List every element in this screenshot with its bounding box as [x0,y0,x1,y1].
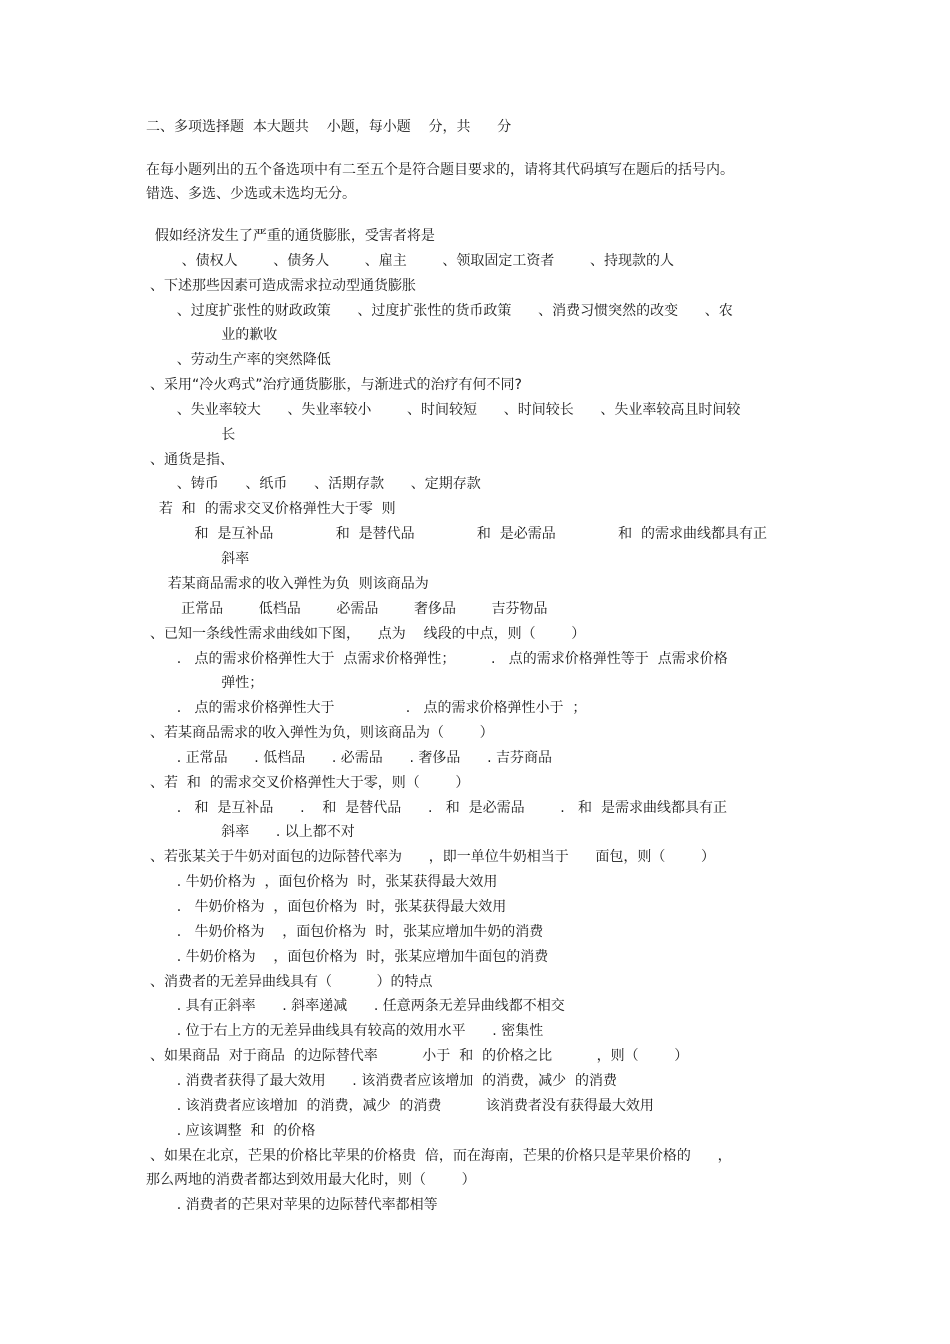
instruction-line: 在每小题列出的五个备选项中有二至五个是符合题目要求的，请将其代码填写在题后的括号内。 [146,162,734,178]
text-line: . 具有正斜率 . 斜率递减 . 任意两条无差异曲线都不相交 [150,998,565,1014]
text-line: 、通货是指、 [150,452,234,468]
text-line: 、过度扩张性的财政政策 、过度扩张性的货币政策 、消费习惯突然的改变 、农 [150,303,733,319]
text-line: . 牛奶价格为 ，面包价格为 时，张某应增加牛奶的消费 [150,924,544,940]
text-line: 假如经济发生了严重的通货膨胀，受害者将是 [146,228,435,244]
text-line: . 应该调整 和 的价格 [150,1123,316,1139]
text-line: 、若张某关于牛奶对面包的边际替代率为 ，即一单位牛奶相当于 面包，则（ ） [150,849,716,865]
text-line: 长 [150,427,236,443]
text-line: . 点的需求价格弹性大于 点需求价格弹性； . 点的需求价格弹性等于 点需求价格 [150,651,728,667]
text-line: . 位于右上方的无差异曲线具有较高的效用水平 . 密集性 [150,1023,544,1039]
text-line: 、债权人 、债务人 、雇主 、领取固定工资者 、持现款的人 [146,253,675,269]
text-line: 斜率 . 以上都不对 [150,824,355,840]
text-line: 和 是互补品 和 是替代品 和 是必需品 和 的需求曲线都具有正 [150,526,768,542]
text-line: 业的歉收 [150,327,278,343]
text-line: . 该消费者应该增加 的消费，减少 的消费 该消费者没有获得最大效用 [150,1098,654,1114]
instruction-line: 错选、多选、少选或未选均无分。 [146,186,356,202]
text-line: 、消费者的无差异曲线具有（ ）的特点 [150,974,433,990]
text-line: 、若 和 的需求交叉价格弹性大于零，则（ ） [150,775,470,791]
text-line: 正常品 低档品 必需品 奢侈品 吉芬物品 [150,601,548,617]
text-line: . 正常品 . 低档品 . 必需品 . 奢侈品 . 吉芬商品 [150,750,553,766]
text-line: . 点的需求价格弹性大于 . 点的需求价格弹性小于 ； [150,700,587,716]
text-line: 若某商品需求的收入弹性为负 则该商品为 [150,576,429,592]
text-line: 、失业率较大 、失业率较小 、时间较短 、时间较长 、失业率较高且时间较 [150,402,741,418]
text-line: . 和 是互补品 . 和 是替代品 . 和 是必需品 . 和 是需求曲线都具有正 [150,800,727,816]
text-line: 那么两地的消费者都达到效用最大化时，则（ ） [146,1172,476,1188]
text-line: 、劳动生产率的突然降低 [150,352,331,368]
text-line: 、铸币 、纸币 、活期存款 、定期存款 [150,476,481,492]
section-heading: 二、多项选择题 本大题共 小题，每小题 分，共 分 [146,119,512,135]
text-line: . 牛奶价格为 ，面包价格为 时，张某应增加牛面包的消费 [150,949,549,965]
text-line: . 消费者的芒果对苹果的边际替代率都相等 [150,1197,438,1213]
text-line: 、已知一条线性需求曲线如下图， 点为 线段的中点，则（ ） [150,626,586,642]
text-line: 斜率 [150,551,250,567]
text-line: . 消费者获得了最大效用 . 该消费者应该增加 的消费，减少 的消费 [150,1073,618,1089]
text-line: 、下述那些因素可造成需求拉动型通货膨胀 [150,278,416,294]
text-line: . 牛奶价格为 ，面包价格为 时，张某获得最大效用 [150,874,498,890]
text-line: 弹性； [150,675,264,691]
text-line: 若 和 的需求交叉价格弹性大于零 则 [150,501,396,517]
text-line: 、采用“冷火鸡式”治疗通货膨胀，与渐进式的治疗有何不同? [150,377,522,393]
text-line: . 牛奶价格为 ，面包价格为 时，张某获得最大效用 [150,899,507,915]
text-line: 、若某商品需求的收入弹性为负，则该商品为（ ） [150,725,494,741]
text-line: 、如果在北京，芒果的价格比苹果的价格贵 倍，而在海南，芒果的价格只是苹果价格的 ， [150,1148,732,1164]
text-line: 、如果商品 对于商品 的边际替代率 小于 和 的价格之比 ，则（ ） [150,1048,689,1064]
